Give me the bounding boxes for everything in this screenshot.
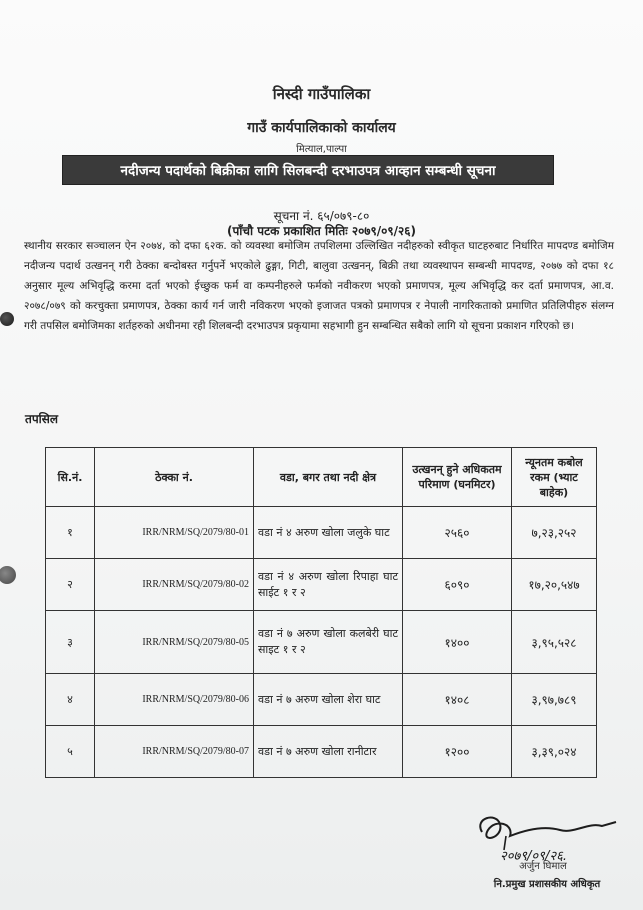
cell-sn: २ (46, 559, 95, 611)
cell-rate: १७,२०,५४७ (512, 559, 597, 611)
cell-theka: IRR/NRM/SQ/2079/80-02 (95, 559, 254, 611)
notice-number: सूचना नं. ६५/०७९-८० (273, 209, 370, 223)
cell-theka: IRR/NRM/SQ/2079/80-01 (95, 507, 254, 559)
publish-date: (पाँचौ पटक प्रकाशित मितिः २०७९/०९/२६) (226, 224, 416, 238)
header-sn: सि.नं. (46, 448, 95, 507)
table-row (46, 611, 597, 674)
schedule-label: तपसिल (25, 412, 59, 426)
header-theka: ठेक्का नं. (95, 448, 254, 507)
signature-date: २०७९/०९/२६. (500, 849, 567, 864)
cell-sn: ५ (46, 726, 95, 778)
header-rate: न्यूनतम कबोल रकम (भ्याट बाहेक) (512, 448, 597, 507)
cell-area: वडा नं ४ अरुण खोला रिपाहा घाट साईट १ र २ (254, 559, 403, 611)
punch-hole (0, 566, 16, 584)
table-row (46, 726, 597, 778)
notice-banner (63, 156, 553, 184)
office-subtitle: गाउँ कार्यपालिकाको कार्यालय (247, 120, 396, 136)
cell-theka: IRR/NRM/SQ/2079/80-05 (95, 611, 254, 674)
punch-hole (0, 312, 14, 326)
header-area: वडा, बगर तथा नदी क्षेत्र (254, 448, 403, 507)
cell-sn: ४ (46, 674, 95, 726)
cell-rate: ३,९५,५२८ (512, 611, 597, 674)
header-extraction: उत्खनन् हुने अधिकतम परिमाण (घनमिटर) (403, 448, 512, 507)
cell-theka: IRR/NRM/SQ/2079/80-06 (95, 674, 254, 726)
signature-scribble (470, 808, 620, 864)
cell-rate: ३,३९,०२४ (512, 726, 597, 778)
table-header-row (46, 448, 597, 507)
cell-area: वडा नं ७ अरुण खोला कलबेरी घाट साइट १ र २ (254, 611, 403, 674)
cell-extraction: २५६० (403, 507, 512, 559)
cell-extraction: ६०९० (403, 559, 512, 611)
contract-table (45, 447, 597, 778)
cell-sn: १ (46, 507, 95, 559)
cell-sn: ३ (46, 611, 95, 674)
table-row (46, 559, 597, 611)
cell-area: वडा नं ७ अरुण खोला शेरा घाट (254, 674, 403, 726)
cell-extraction: १२०० (403, 726, 512, 778)
cell-extraction: १४०८ (403, 674, 512, 726)
office-location: मित्याल,पाल्पा (296, 144, 347, 155)
table-row (46, 507, 597, 559)
signatory-name: अर्जुन घिमाल (519, 861, 567, 872)
signatory-title: नि.प्रमुख प्रशासकीय अधिकृत (493, 879, 601, 890)
cell-area: वडा नं ४ अरुण खोला जलुके घाट (254, 507, 403, 559)
office-name: निस्दी गाउँपालिका (272, 85, 371, 103)
banner-title: नदीजन्य पदार्थको बिक्रीका लागि सिलबन्दी दरभाउपत्र आव्हान सम्बन्धी सूचना (120, 163, 496, 179)
cell-rate: ३,९७,७८९ (512, 674, 597, 726)
table-row (46, 674, 597, 726)
cell-rate: ७,२३,२५२ (512, 507, 597, 559)
cell-area: वडा नं ७ अरुण खोला रानीटार (254, 726, 403, 778)
cell-theka: IRR/NRM/SQ/2079/80-07 (95, 726, 254, 778)
notice-body: स्थानीय सरकार सञ्चालन ऐन २०७४, को दफा ६२क. को व्यवस्था बमोजिम तपशिलमा उल्लिखित नदीहरुको स्वीकृत घाटहरुबाट निर्धारित मापदण्ड बमोजिम नदीजन्य पदार्थ उत्खनन् गरी ठेक्का बन्दोबस्त गर्नुपर्ने भएकोले ढुङ्गा, गिटी, बालुवा उत्खनन्, बिक्री तथा व्यवस्थापन सम्बन्धी मापदण्ड, २०७७ को दफा १८ अनुसार मूल्य अभिवृद्धि करमा दर्ता भएको ईच्छुक फर्म वा कम्पनीहरुले फर्मको नवीकरण भएको प्रमाणपत्र, मूल्य अभिवृद्धि कर दर्ता प्रमाणपत्र, आ.व. २०७८/०७९ को करचुक्ता प्रमाणपत्र, ठेक्का कार्य गर्न जारी नविकरण भएको इजाजत पत्रको प्रमाणपत्र र नेपाली नागरिकताको प्रमाणित प्रतिलिपीहरु संलग्न गरी तपसिल बमोजिमका शर्तहरुको अधीनमा रही शिलबन्दी दरभाउपत्र प्रकृयामा सहभागी हुन सम्बन्धित सबैको लागि यो सूचना प्रकाशन गरिएको छ। (24, 240, 614, 332)
cell-extraction: १४०० (403, 611, 512, 674)
